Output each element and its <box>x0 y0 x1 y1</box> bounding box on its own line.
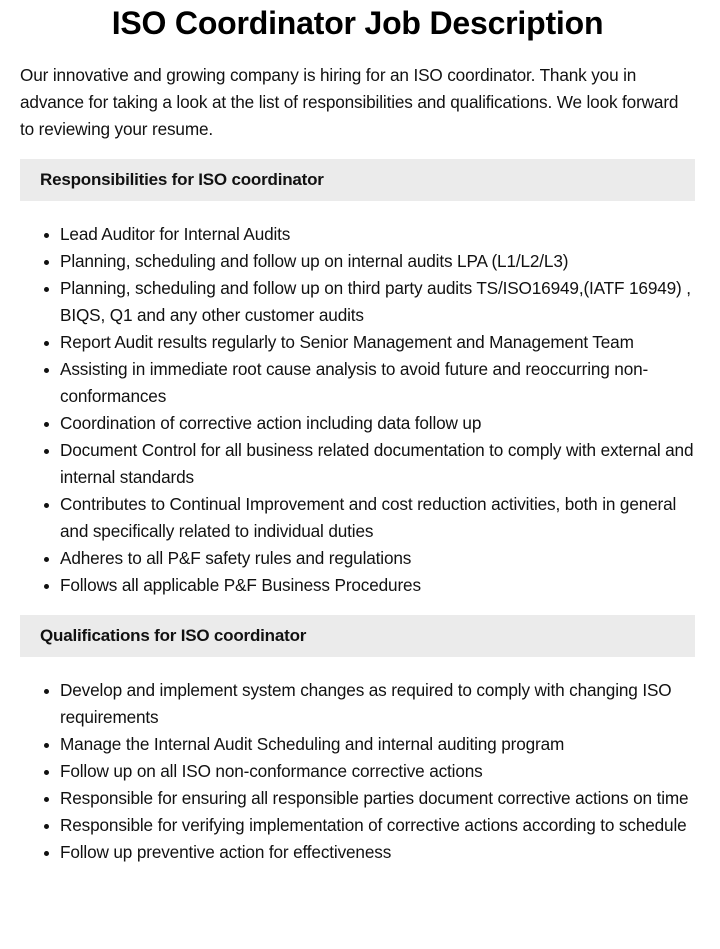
intro-paragraph: Our innovative and growing company is hiring for an ISO coordinator. Thank you in advance for taking a look at the list of responsibilities and qualifications. We look forward to reviewing your resume. <box>20 65 679 139</box>
list-item: Planning, scheduling and follow up on internal audits LPA (L1/L2/L3) <box>60 248 695 275</box>
list-item: Lead Auditor for Internal Audits <box>60 221 695 248</box>
list-item: Assisting in immediate root cause analysis to avoid future and reoccurring non-conformances <box>60 356 695 410</box>
list-item: Contributes to Continual Improvement and cost reduction activities, both in general and specifically related to individual duties <box>60 491 695 545</box>
page-title: ISO Coordinator Job Description <box>111 5 604 41</box>
list-item: Coordination of corrective action including data follow up <box>60 410 695 437</box>
list-item: Document Control for all business related documentation to comply with external and internal standards <box>60 437 695 491</box>
list-item: Follow up preventive action for effectiveness <box>60 839 695 866</box>
list-item: Follows all applicable P&F Business Procedures <box>60 572 695 599</box>
list-item: Responsible for verifying implementation of corrective actions according to schedule <box>60 812 695 839</box>
list-item: Adheres to all P&F safety rules and regulations <box>60 545 695 572</box>
list-item: Develop and implement system changes as required to comply with changing ISO requirements <box>60 677 695 731</box>
responsibilities-list <box>20 221 695 599</box>
qualifications-heading: Qualifications for ISO coordinator <box>20 615 695 657</box>
list-item: Responsible for ensuring all responsible parties document corrective actions on time <box>60 785 695 812</box>
list-item: Planning, scheduling and follow up on third party audits TS/ISO16949,(IATF 16949) , BIQS, Q1 and any other customer audits <box>60 275 695 329</box>
list-item: Manage the Internal Audit Scheduling and internal auditing program <box>60 731 695 758</box>
list-item: Report Audit results regularly to Senior Management and Management Team <box>60 329 695 356</box>
responsibilities-heading: Responsibilities for ISO coordinator <box>20 159 695 201</box>
qualifications-list <box>20 677 695 866</box>
list-item: Follow up on all ISO non-conformance corrective actions <box>60 758 695 785</box>
